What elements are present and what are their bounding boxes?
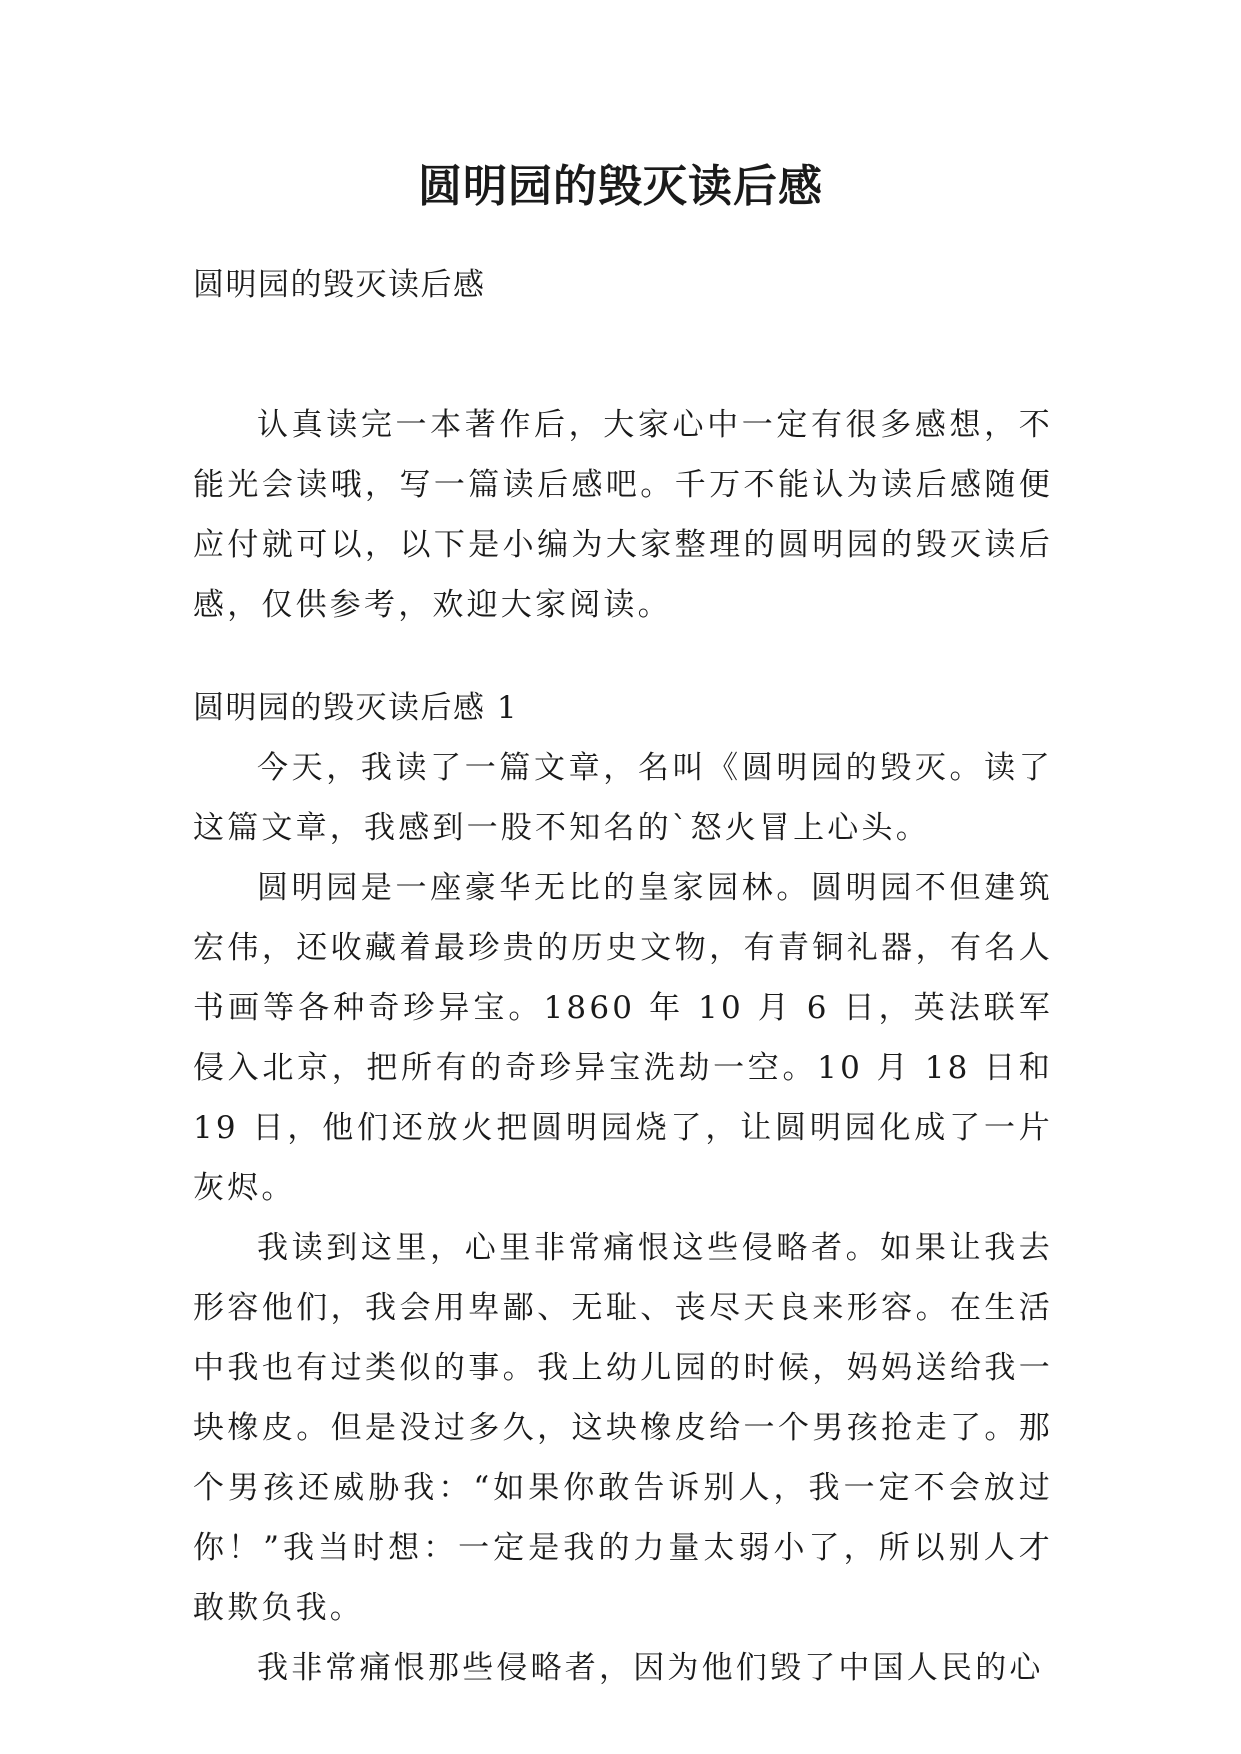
article-body — [193, 738, 1053, 1698]
article-paragraph: 我读到这里，心里非常痛恨这些侵略者。如果让我去形容他们，我会用卑鄙、无耻、丧尽天良来形容。在生活中我也有过类似的事。我上幼儿园的时候，妈妈送给我一块橡皮。但是没过多久，这块橡皮给一个男孩抢走了。那个男孩还威胁我：“如果你敢告诉别人，我一定不会放过你！”我当时想：一定是我的力量太弱小了，所以别人才敢欺负我。 — [193, 1230, 1053, 1626]
article-paragraph: 圆明园是一座豪华无比的皇家园林。圆明园不但建筑宏伟，还收藏着最珍贵的历史文物，有青铜礼器，有名人书画等各种奇珍异宝。1860 年 10 月 6 日，英法联军侵入北京，把所有的奇珍异宝洗劫一空。10 月 18 日和 19 日，他们还放火把圆明园烧了，让圆明园化成了一片灰烬。 — [193, 870, 1053, 1206]
intro-paragraph — [193, 395, 1053, 635]
document-title: 圆明园的毁灭读后感 — [418, 161, 823, 212]
article-paragraph: 我非常痛恨那些侵略者，因为他们毁了中国人民的心 — [257, 1650, 1044, 1686]
document-subtitle: 圆明园的毁灭读后感 — [193, 267, 486, 303]
section-heading: 圆明园的毁灭读后感 1 — [193, 690, 519, 726]
article-paragraph: 今天，我读了一篇文章，名叫《圆明园的毁灭。读了这篇文章，我感到一股不知名的`怒火冒上心头。 — [193, 750, 1053, 846]
intro-text: 认真读完一本著作后，大家心中一定有很多感想，不能光会读哦，写一篇读后感吧。千万不能认为读后感随便应付就可以，以下是小编为大家整理的圆明园的毁灭读后感，仅供参考，欢迎大家阅读。 — [193, 407, 1053, 623]
